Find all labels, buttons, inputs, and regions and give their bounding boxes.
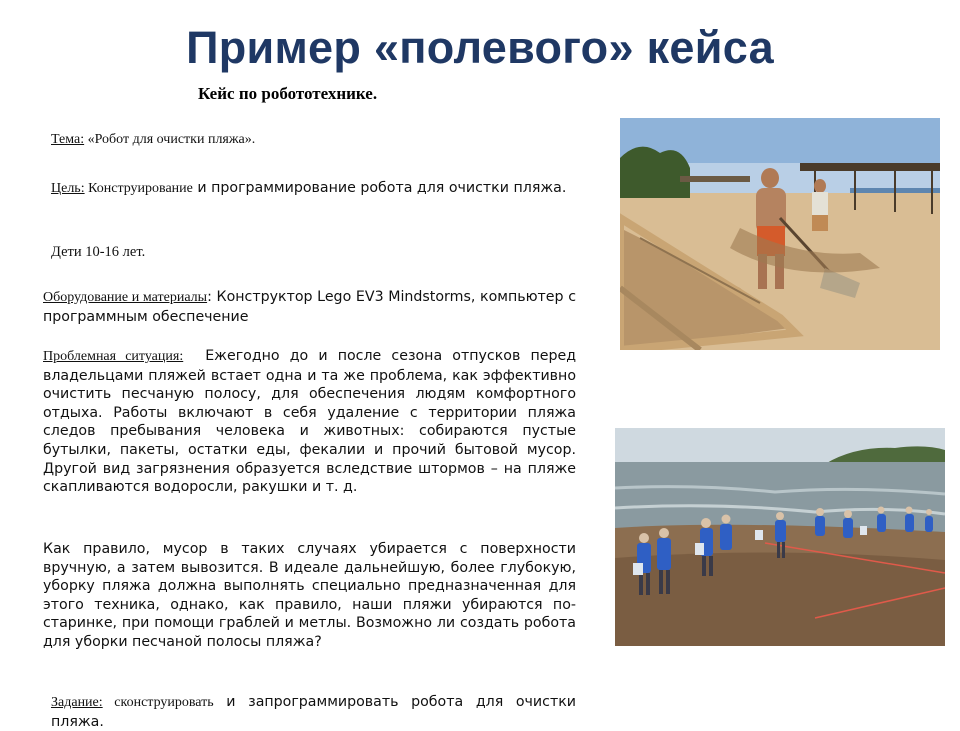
beach-sifting-photo: [620, 118, 940, 350]
goal-text: и программирование робота для очистки пляжа.: [192, 180, 567, 196]
slide-title: Пример «полевого» кейса: [186, 22, 774, 73]
age-paragraph: Дети 10-16 лет.: [51, 244, 146, 260]
task-label: Задание:: [51, 695, 103, 710]
topic-label: Тема:: [51, 132, 85, 147]
task-text-serif: сконструировать: [102, 695, 214, 710]
equipment-paragraph: [43, 288, 576, 326]
equipment-text: : Конструктор Lego EV3 Mindstorms, компьютер с программным обеспечение: [43, 289, 576, 325]
usual-practice-paragraph: Как правило, мусор в таких случаях убирается с поверхности вручную, а затем вывозится. В идеале дальнейшую, более глубокую, уборку пляжа должна выполнять специально предназначенная для этого техника, однако, как правило, наши пляжи убираются по-старинке, при помощи граблей и метлы. Возможно ли создать робота для уборки песчаной полосы пляжа?: [43, 541, 576, 650]
shore-cleanup-photo: [615, 428, 945, 646]
problem-text: Ежегодно до и после сезона отпусков перед владельцами пляжей встает одна и та же проблема, как эффективно очистить песчаную полосу, для обеспечения людям комфортного отдыха. Работы включают в себя удаление с территории пляжа следов пребывания человека и животных: собираются пустые бутылки, пакеты, остатки еды, фекалии и прочий бытовой мусор. Другой вид загрязнения образуется вследствие штормов – на пляже скапливаются водоросли, ракушки и т. д.: [43, 348, 577, 496]
goal-paragraph: [51, 178, 576, 199]
task-paragraph: [51, 693, 576, 731]
goal-text-serif: Конструирование: [84, 181, 193, 196]
task-text: и запрограммировать робота для очистки пляжа.: [51, 694, 576, 730]
case-subtitle: Кейс по робототехнике.: [198, 84, 378, 103]
goal-label: Цель:: [51, 181, 85, 196]
topic-text: «Робот для очистки пляжа».: [84, 132, 256, 147]
problem-label: Проблемная ситуация:: [43, 349, 184, 364]
problem-paragraph: [43, 347, 576, 497]
topic-paragraph: [51, 131, 576, 150]
equipment-label: Оборудование и материалы: [43, 290, 208, 305]
